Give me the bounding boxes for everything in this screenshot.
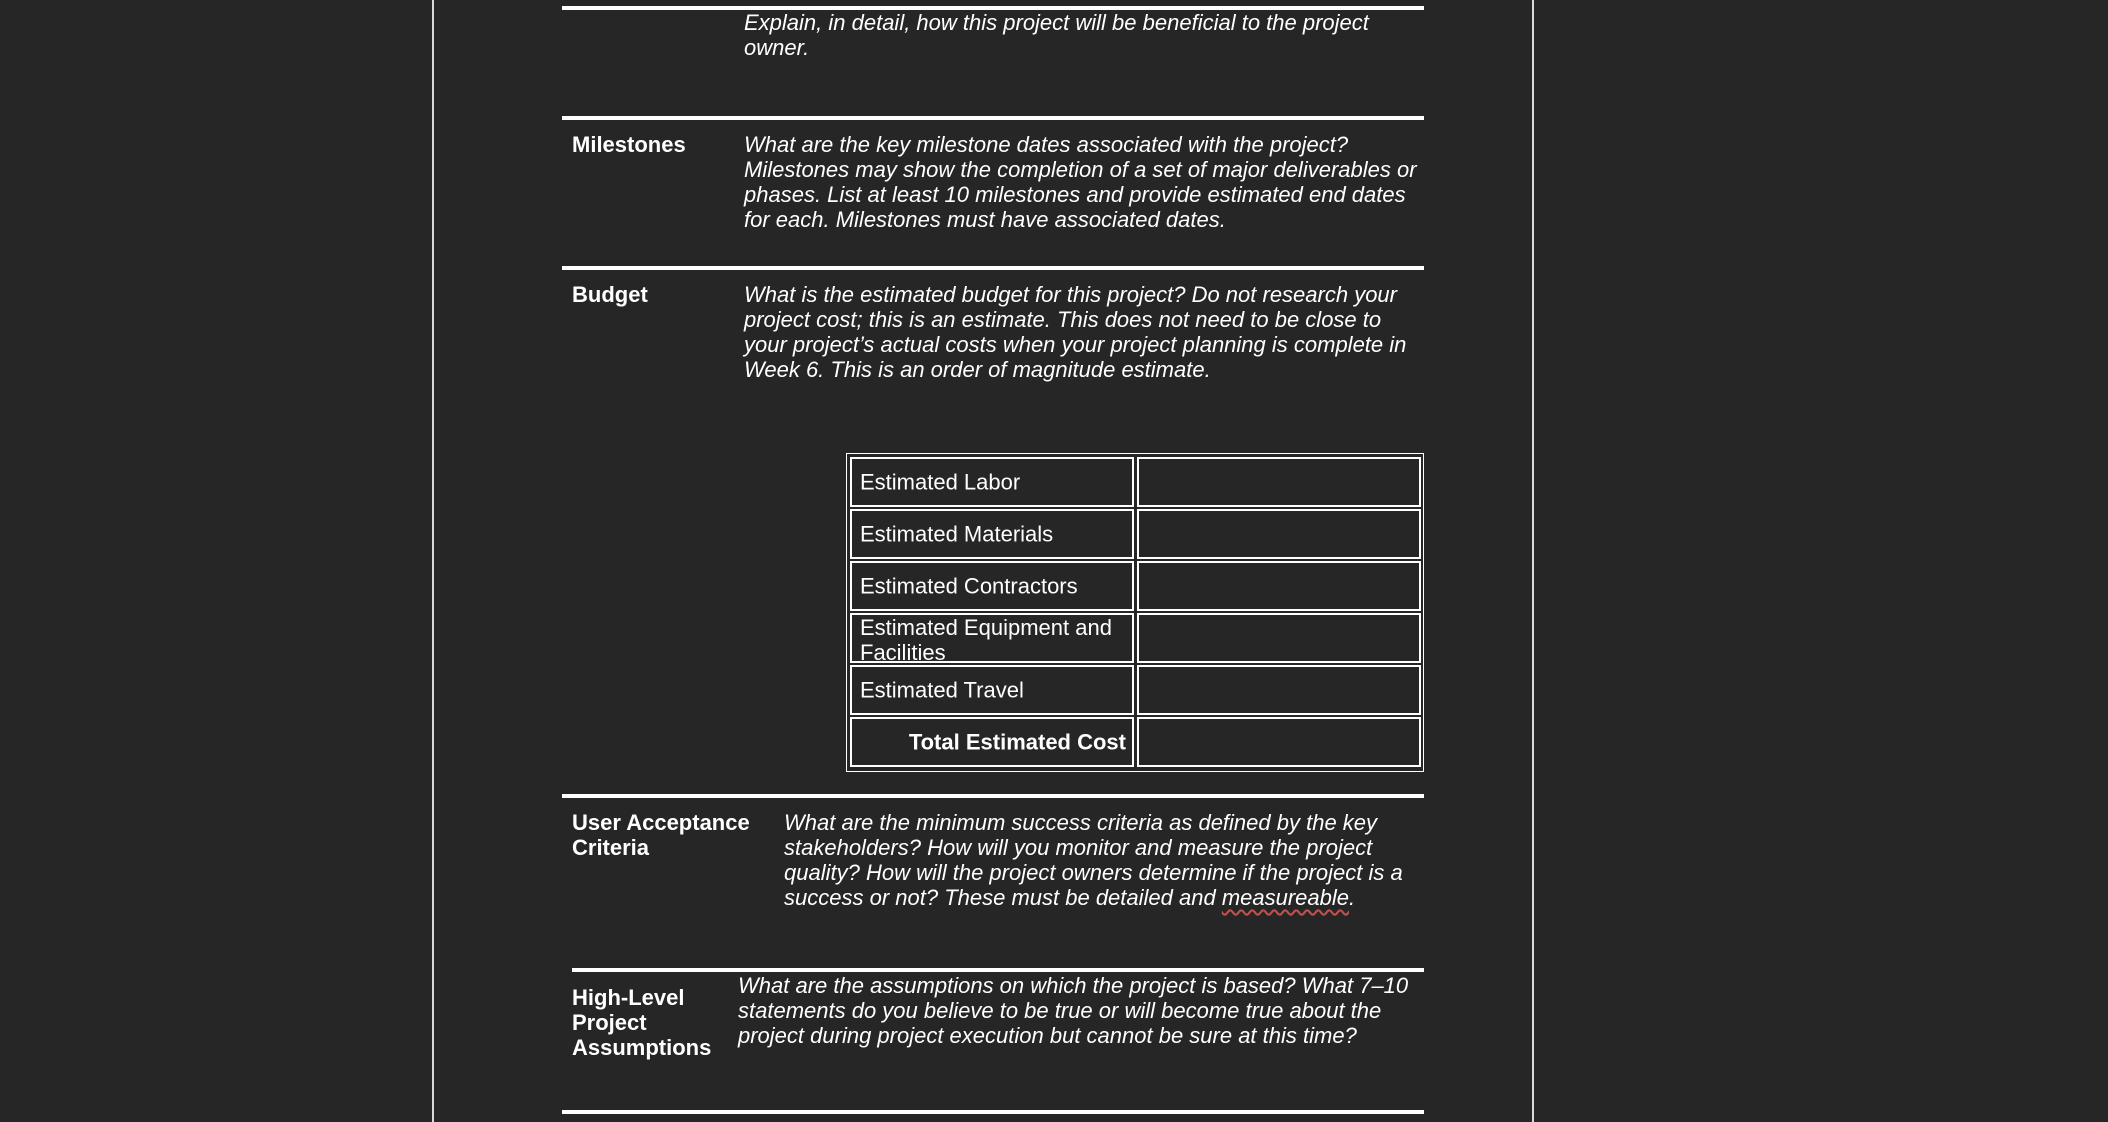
budget-description [744,282,1424,382]
budget-description-line: Week 6. This is an order of magnitude estimate. [744,357,1211,382]
budget-row-value[interactable] [1137,665,1421,715]
spellcheck-flagged-word[interactable]: measureable [1221,885,1349,910]
uac-label [572,810,750,860]
budget-description-line: What is the estimated budget for this project? Do not research your [744,282,1397,307]
uac-label-line: User Acceptance [572,810,750,835]
assumptions-description [738,973,1424,1048]
budget-row-value[interactable] [1137,457,1421,507]
milestones-description-line: Milestones may show the completion of a set of major deliverables or [744,157,1417,182]
budget-row-value[interactable] [1137,509,1421,559]
uac-line4-prefix: success or not? These must be detailed and [784,885,1222,910]
budget-row-label-text [860,615,1112,665]
budget-row-label-text: Estimated Materials [860,521,1054,547]
assumptions-label [572,985,711,1060]
budget-label: Budget [572,282,648,307]
budget-total-value[interactable] [1137,717,1421,767]
uac-description-line: What are the minimum success criteria as defined by the key [784,810,1378,835]
budget-row-label-line: Facilities [860,640,946,665]
milestones-description-line: for each. Milestones must have associated dates. [744,207,1226,232]
budget-row-label-text: Estimated Contractors [860,573,1078,599]
section-rule-bottom [562,1110,1424,1114]
budget-row-value[interactable] [1137,561,1421,611]
budget-row-label-line: Estimated Equipment and [860,615,1112,640]
budget-total-label [850,717,1134,767]
uac-line4-suffix: . [1349,885,1356,910]
budget-description-line: project cost; this is an estimate. This does not need to be close to [744,307,1382,332]
milestones-description [744,132,1424,232]
benefit-description [744,10,1424,60]
benefit-description-line: owner. [744,35,810,60]
budget-row-label-text: Estimated Labor [860,469,1021,495]
budget-row-label [850,665,1134,715]
uac-description [784,810,1424,910]
section-rule-milestones [562,116,1424,120]
assumptions-label-line: High-Level [572,985,685,1010]
milestones-label: Milestones [572,132,686,157]
assumptions-description-line: statements do you believe to be true or will become true about the [738,998,1382,1023]
uac-description-line: stakeholders? How will you monitor and measure the project [784,835,1373,860]
assumptions-description-line: project during project execution but cannot be sure at this time? [738,1023,1357,1048]
budget-row-label [850,457,1134,507]
section-rule-uac [562,794,1424,798]
budget-row-value[interactable] [1137,613,1421,663]
budget-row-label [850,561,1134,611]
assumptions-description-line: What are the assumptions on which the project is based? What 7–10 [738,973,1409,998]
uac-description-line: quality? How will the project owners determine if the project is a [784,860,1403,885]
assumptions-label-line: Assumptions [572,1035,712,1060]
budget-table [846,453,1424,772]
budget-total-label-text: Total Estimated Cost [908,729,1126,755]
milestones-description-line: What are the key milestone dates associated with the project? [744,132,1349,157]
budget-row-label [850,509,1134,559]
section-rule-assumptions [572,968,1424,972]
milestones-description-line: phases. List at least 10 milestones and provide estimated end dates [744,182,1406,207]
budget-description-line: your project’s actual costs when your project planning is complete in [744,332,1407,357]
budget-row-label-text: Estimated Travel [860,677,1024,703]
assumptions-label-line: Project [572,1010,647,1035]
budget-row-label [850,613,1134,663]
section-rule-budget [562,266,1424,270]
uac-description-line [784,885,1424,910]
benefit-description-line: Explain, in detail, how this project will be beneficial to the project [744,10,1369,35]
uac-label-line: Criteria [572,835,650,860]
